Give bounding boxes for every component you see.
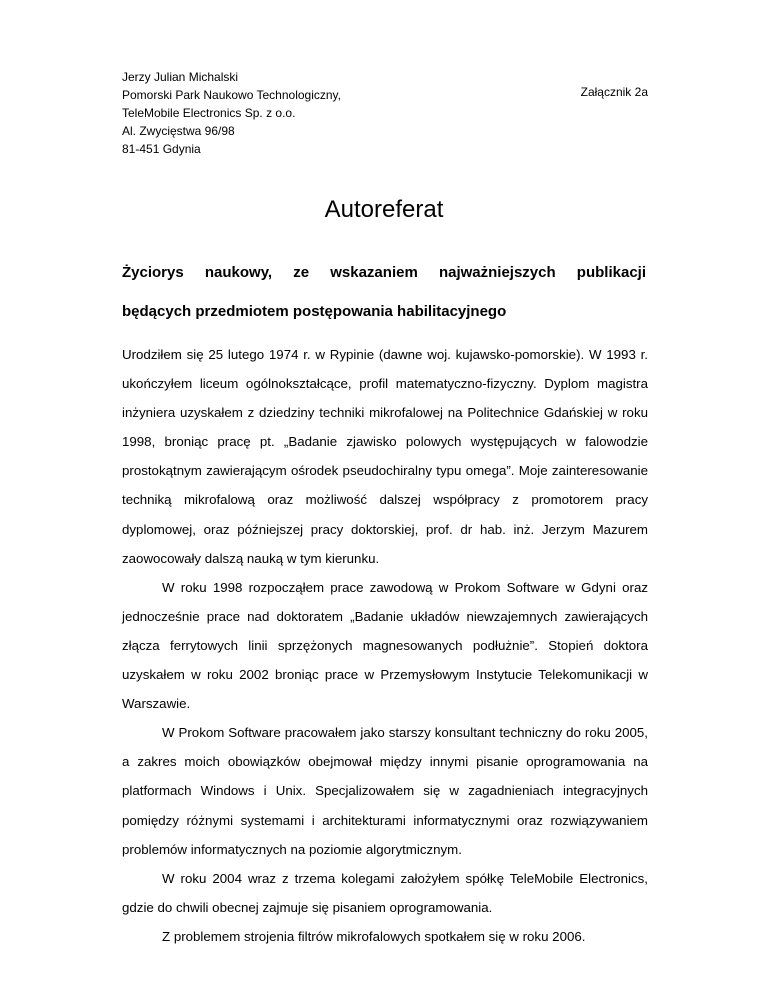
body-text [122, 340, 648, 951]
postal-city: 81-451 Gdynia [122, 142, 201, 156]
section-heading-line-2: będących przedmiotem postępowania habilitacyjnego [122, 303, 507, 320]
paragraph-1: Urodziłem się 25 lutego 1974 r. w Rypinie (dawne woj. kujawsko-pomorskie). W 1993 r. ukończyłem liceum ogólnokształcące, profil matematyczno-fizyczny. Dyplom magistra inżyniera uzyskałem z dziedziny techniki mikrofalowej na Politechnice Gdańskiej w roku 1998, broniąc pracę pt. „Badanie zjawisko polowych występujących w falowodzie prostokątnym zawierającym ośrodek pseudochiralny typu omega”. Moje zainteresowanie techniką mikrofalową oraz możliwość dalszej współpracy z promotorem pracy dyplomowej, oraz późniejszej pracy doktorskiej, prof. dr hab. inż. Jerzym Mazurem zaowocowały dalszą nauką w tym kierunku. [122, 347, 648, 566]
author-address-block [122, 68, 341, 158]
paragraph-4: W roku 2004 wraz z trzema kolegami założyłem spółkę TeleMobile Electronics, gdzie do chwili obecnej zajmuje się pisaniem oprogramowania. [122, 870, 648, 915]
paragraph-3: W Prokom Software pracowałem jako starszy konsultant techniczny do roku 2005, a zakres moich obowiązków obejmował między innymi pisanie oprogramowania na platformach Windows i Unix. Specjalizowałem się w zagadnieniach integracyjnych pomiędzy różnymi systemami i architekturami informatycznymi oraz rozwiązywaniem problemów informatycznych na poziomie algorytmicznym. [122, 725, 648, 857]
section-heading [122, 253, 646, 331]
street-address: Al. Zwycięstwa 96/98 [122, 124, 235, 138]
paragraph-2: W roku 1998 rozpocząłem prace zawodową w Prokom Software w Gdyni oraz jednocześnie prace nad doktoratem „Badanie układów niewzajemnych zawierających złącza ferrytowych linii sprzężonych magnesowanych podłużnie”. Stopień doktora uzyskałem w roku 2002 broniąc prace w Przemysłowym Instytucie Telekomunikacji w Warszawie. [122, 579, 648, 712]
institution-name: Pomorski Park Naukowo Technologiczny, [122, 88, 341, 102]
company-name: TeleMobile Electronics Sp. z o.o. [122, 106, 296, 120]
paragraph-5: Z problemem strojenia filtrów mikrofalowych spotkałem się w roku 2006. [162, 928, 586, 944]
attachment-label: Załącznik 2a [580, 85, 648, 99]
section-heading-line-1: Życiorys naukowy, ze wskazaniem najważniejszych publikacji [122, 264, 646, 281]
author-name: Jerzy Julian Michalski [122, 70, 239, 84]
document-title: Autoreferat [324, 196, 444, 223]
